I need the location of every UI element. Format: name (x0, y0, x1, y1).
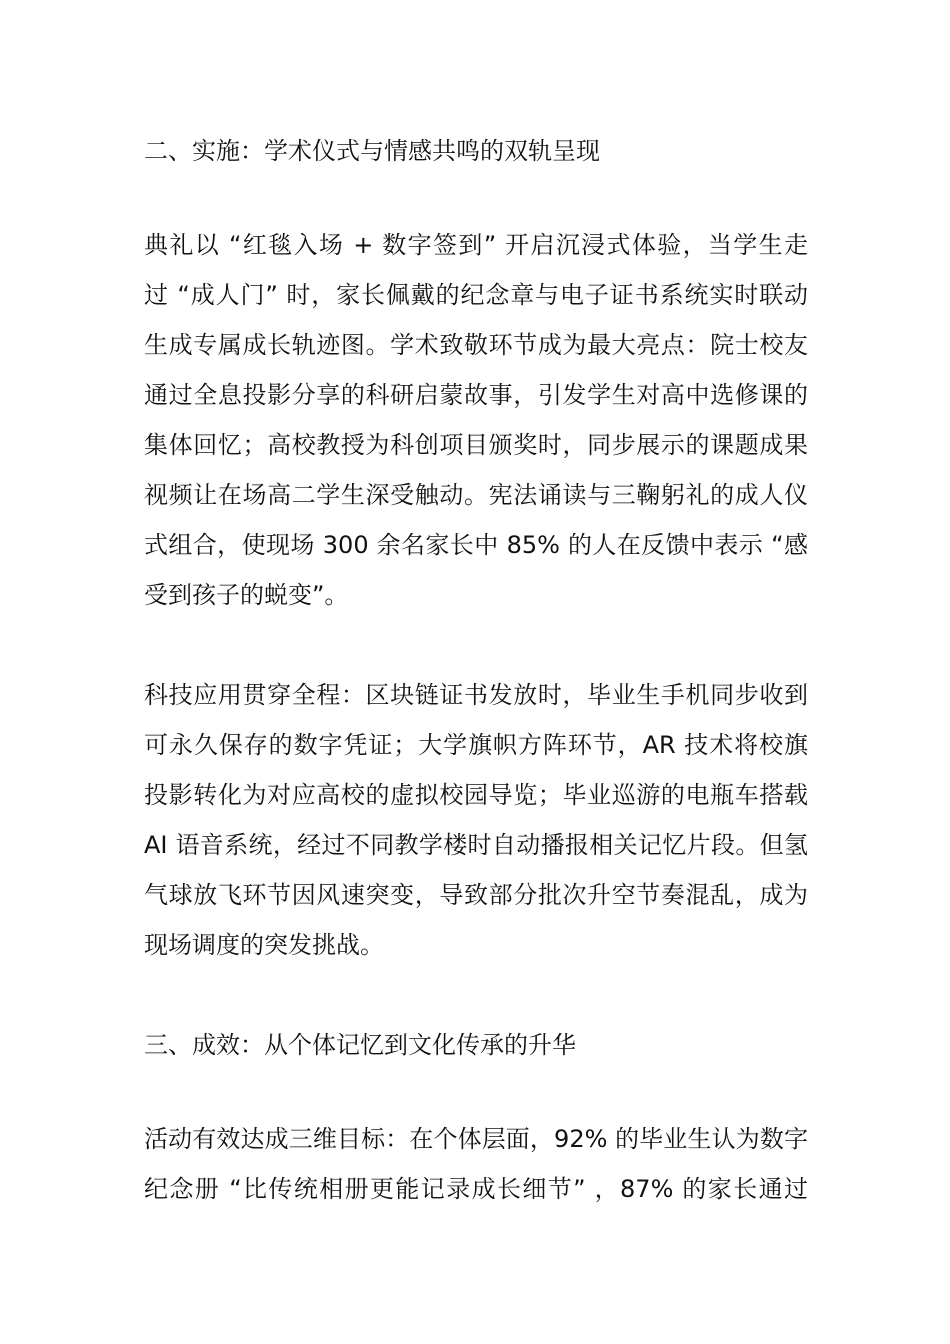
text-line: 气球放飞环节因风速突变，导致部分批次升空节奏混乱，成为 (144, 881, 808, 909)
text-line: 可永久保存的数字凭证；大学旗帜方阵环节，AR 技术将校旗 (144, 731, 808, 759)
text-line: 投影转化为对应高校的虚拟校园导览；毕业巡游的电瓶车搭载 (144, 781, 808, 809)
paragraph-technology (144, 670, 808, 970)
section-heading-results: 三、成效：从个体记忆到文化传承的升华 (144, 1031, 576, 1059)
text-line: 通过全息投影分享的科研启蒙故事，引发学生对高中选修课的 (144, 381, 808, 409)
section-heading-implementation: 二、实施：学术仪式与情感共鸣的双轨呈现 (144, 137, 600, 165)
text-line: AI 语音系统，经过不同教学楼时自动播报相关记忆片段。但氢 (144, 831, 808, 859)
text-line: 典礼以 “红毯入场 + 数字签到” 开启沉浸式体验，当学生走 (144, 231, 808, 259)
text-line: 式组合，使现场 300 余名家长中 85% 的人在反馈中表示 “感 (144, 531, 808, 559)
paragraph-ceremony (144, 220, 808, 620)
text-line: 现场调度的突发挑战。 (144, 931, 384, 959)
text-line: 视频让在场高二学生深受触动。宪法诵读与三鞠躬礼的成人仪 (144, 481, 808, 509)
text-line: 活动有效达成三维目标：在个体层面，92% 的毕业生认为数字 (144, 1125, 808, 1153)
text-line: 科技应用贯穿全程：区块链证书发放时，毕业生手机同步收到 (144, 681, 808, 709)
text-line: 过 “成人门” 时，家长佩戴的纪念章与电子证书系统实时联动 (144, 281, 808, 309)
text-line: 受到孩子的蜕变”。 (144, 581, 349, 609)
document-body (144, 120, 808, 1264)
text-line: 生成专属成长轨迹图。学术致敬环节成为最大亮点：院士校友 (144, 331, 808, 359)
text-line: 纪念册 “比传统相册更能记录成长细节” ，87% 的家长通过 (144, 1175, 808, 1203)
text-line: 集体回忆；高校教授为科创项目颁奖时，同步展示的课题成果 (144, 431, 808, 459)
paragraph-goals (144, 1114, 808, 1214)
